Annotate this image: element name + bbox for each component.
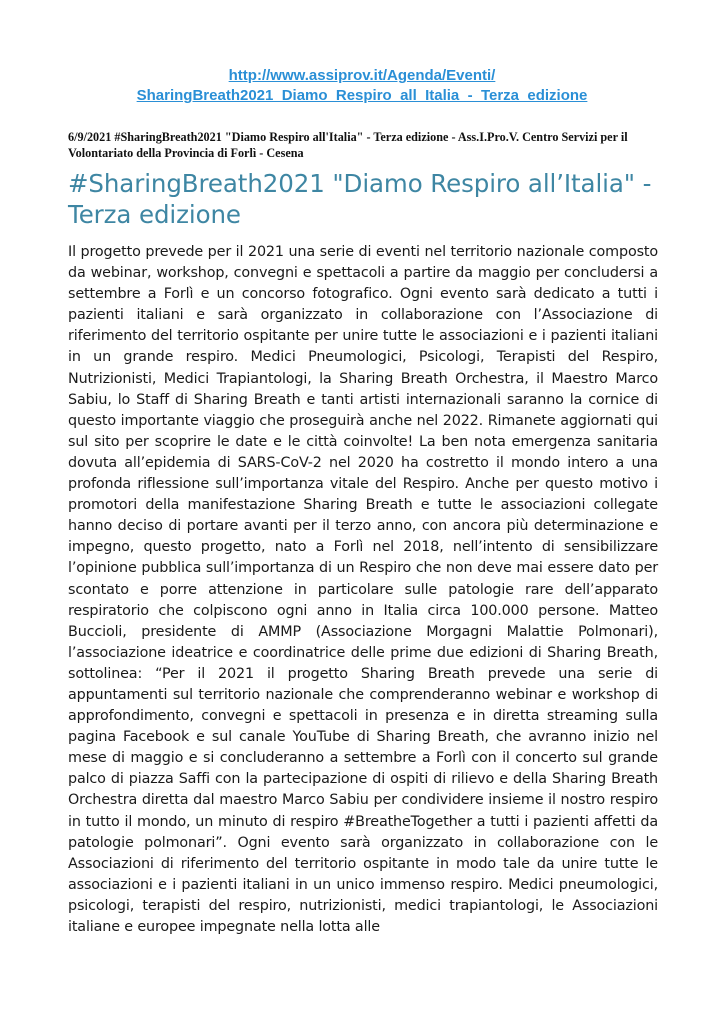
- article-body: Il progetto prevede per il 2021 una serie di eventi nel territorio nazionale composto da webinar, workshop, convegni e spettacoli a partire da maggio per concludersi a settembre a Forlì e un concorso fotografico. Ogni evento sarà dedicato a tutti i pazienti italiani e sarà organizzato in collaborazione con l’Associazione di riferimento del territorio ospitante per unire tutte le associazioni e i pazienti italiani in un grande respiro. Medici Pneumologici, Psicologi, Terapisti del Respiro, Nutrizionisti, Medici Trapiantologi, la Sharing Breath Orchestra, il Maestro Marco Sabiu, lo Staff di Sharing Breath e tanti artisti internazionali saranno la cornice di questo importante viaggio che proseguirà anche nel 2022. Rimanete aggiornati qui sul sito per scoprire le date e le città coinvolte! La ben nota emergenza sanitaria dovuta all’epidemia di SARS-CoV-2 nel 2020 ha costretto il mondo intero a una profonda riflessione sull’importanza vitale del Respiro. Anche per questo motivo i promotori della manifestazione Sharing Breath e tutte le associazioni collegate hanno deciso di portare avanti per il terzo anno, con ancora più determinazione e impegno, questo progetto, nato a Forlì nel 2018, nell’intento di sensibilizzare l’opinione pubblica sull’importanza di un Respiro che non deve mai essere dato per scontato e porre attenzione in particolare sulle patologie rare dell’apparato respiratorio che colpiscono ogni anno in Italia circa 100.000 persone. Matteo Buccioli, presidente di AMMP (Associazione Morgagni Malattie Polmonari), l’associazione ideatrice e coordinatrice delle prime due edizioni di Sharing Breath, sottolinea: “Per il 2021 il progetto Sharing Breath prevede una serie di appuntamenti sul territorio nazionale che comprenderanno webinar e workshop di approfondimento, convegni e spettacoli in presenza e in diretta streaming sulla pagina Facebook e sul canale YouTube di Sharing Breath, che avranno inizio nel mese di maggio e si concluderanno a settembre a Forlì con il concerto sul grande palco di piazza Saffi con la partecipazione di ospiti di rilievo e della Sharing Breath Orchestra diretta dal maestro Marco Sabiu per condividere insieme il nostro respiro in tutto il mondo, un minuto di respiro #BreatheTogether a tutti i pazienti affetti da patologie polmonari”. Ogni evento sarà organizzato in collaborazione con le Associazioni di riferimento del territorio ospitante in modo tale da unire tutte le associazioni e i pazienti italiani in un unico immenso respiro. Medici pneumologici, psicologi, terapisti del respiro, nutrizionisti, medici trapiantologi, le Associazioni italiane e europee impegnate nella lotta alle: [68, 244, 658, 935]
- source-url: [0, 66, 724, 106]
- article-title: #SharingBreath2021 "Diamo Respiro all’Italia" - Terza edizione: [68, 169, 652, 229]
- source-url-link-line1[interactable]: http://www.assiprov.it/Agenda/Eventi/: [228, 67, 496, 84]
- source-url-link-line2[interactable]: SharingBreath2021_Diamo_Respiro_all_Italia_-_Terza_edizione: [136, 87, 588, 104]
- source-meta-line: 6/9/2021 #SharingBreath2021 "Diamo Respiro all'Italia" - Terza edizione - Ass.I.Pro.V. Centro Servizi per il Volontariato della Provincia di Forlì - Cesena: [68, 130, 628, 160]
